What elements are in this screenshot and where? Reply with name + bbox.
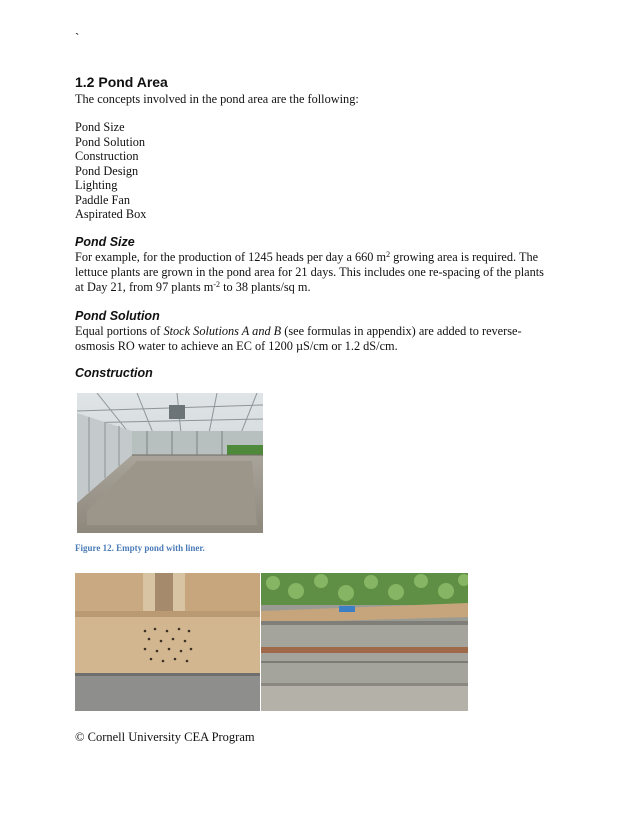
pond-solution-heading: Pond Solution (75, 309, 160, 323)
figure-caption: Figure 12. Empty pond with liner. (75, 543, 205, 553)
list-item: Pond Solution (75, 134, 146, 149)
list-item: Pond Size (75, 120, 125, 134)
pond-size-heading: Pond Size (75, 235, 135, 249)
intro-text: The concepts involved in the pond area are the following: (75, 92, 359, 106)
pond-edge-photo (261, 573, 468, 711)
concept-list (75, 120, 146, 222)
pond-size-paragraph (75, 250, 544, 295)
list-item: Lighting (75, 178, 118, 192)
text-line: osmosis RO water to achieve an EC of 1200 µS/cm or 1.2 dS/cm. (75, 339, 398, 353)
text-run: For example, for the production of 1245 heads per day a 660 m (75, 250, 387, 264)
text-run: to 38 plants/sq m. (220, 280, 311, 294)
pond-solution-paragraph (75, 324, 522, 354)
list-item: Pond Design (75, 163, 139, 178)
stray-mark: ` (75, 30, 80, 45)
section-heading: 1.2 Pond Area (75, 74, 168, 90)
text-run: Equal portions of (75, 324, 164, 338)
list-item: Aspirated Box (75, 207, 147, 221)
empty-pond-photo (77, 393, 263, 533)
list-item: Paddle Fan (75, 192, 130, 207)
superscript: 2 (386, 250, 391, 259)
emphasis-text: Stock Solutions A and B (163, 324, 282, 338)
superscript: -2 (213, 280, 220, 289)
construction-heading: Construction (75, 366, 153, 380)
text-run: growing area is required. The (390, 250, 539, 264)
text-run: (see formulas in appendix) are added to reverse- (281, 324, 522, 338)
text-run: at Day 21, from 97 plants m (75, 280, 214, 294)
list-item: Construction (75, 149, 139, 163)
footer-copyright: © Cornell University CEA Program (75, 730, 255, 744)
wooden-frame-photo (75, 573, 260, 711)
text-line: lettuce plants are grown in the pond area for 21 days. This includes one re-spacing of the plants (75, 265, 544, 279)
